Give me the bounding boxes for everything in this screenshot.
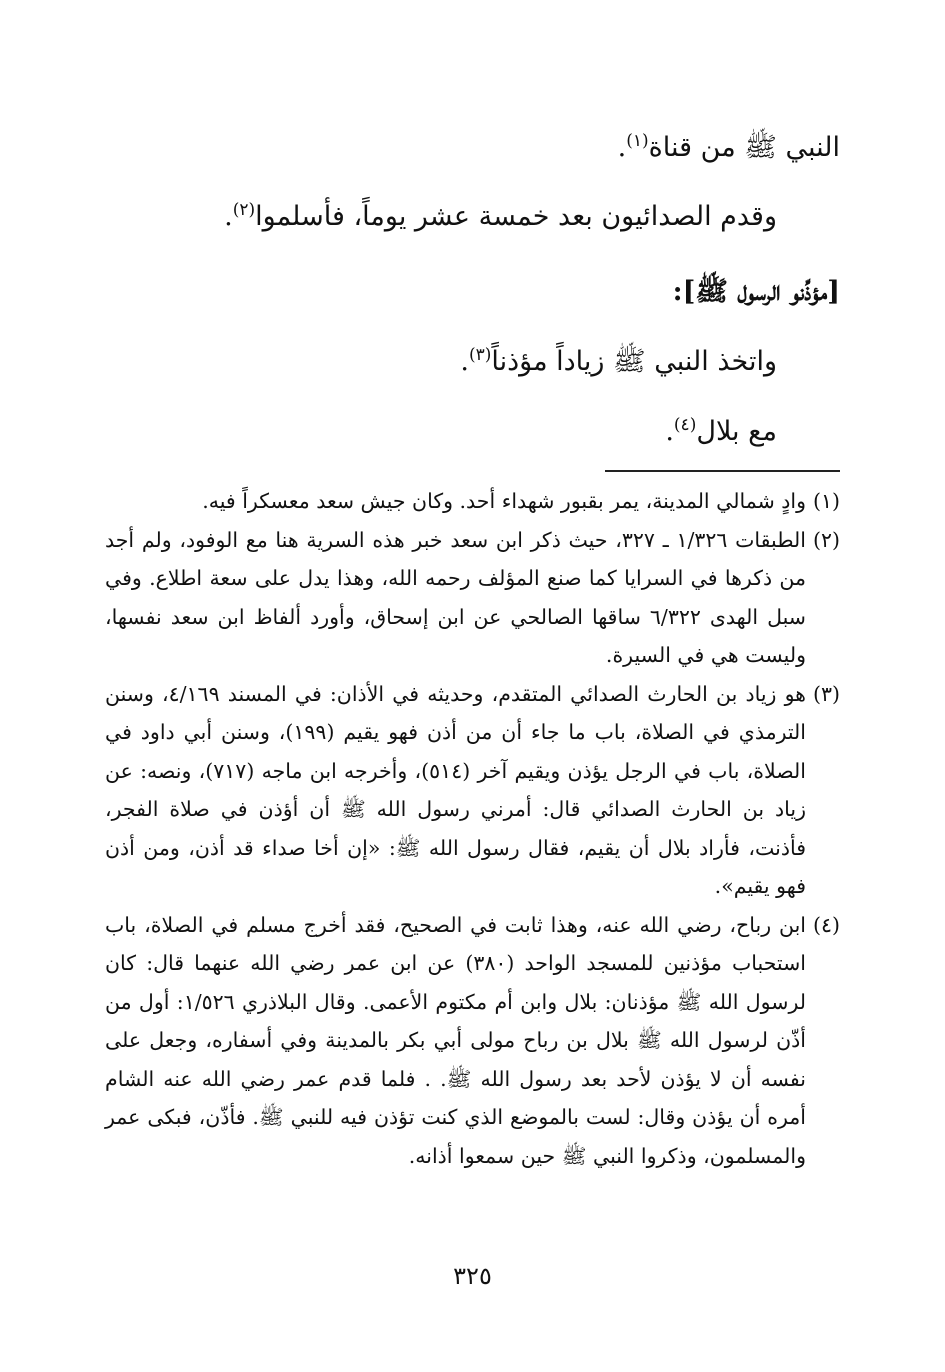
- text-line-3: [460, 342, 777, 382]
- footnote-3-number: (٣): [812, 681, 840, 706]
- text-line-1-content: النبي ﷺ من قناة: [648, 132, 840, 163]
- footnote-3-text: هو زياد بن الحارث الصدائي المتقدم، وحديثه في الأذان: في المسند ٤/١٦٩، وسنن الترمذي في الصلاة، باب ما جاء أن من أذن فهو يقيم (١٩٩)، وسنن أبي داود في الصلاة، باب في الرجل يؤذن ويقيم آخر (٥١٤)، وأخرجه ابن ماجه (٧١٧)، ونصه: عن زياد بن الحارث الصدائي قال: أمرني رسول الله ﷺ أن أؤذن في صلاة الفجر، فأذنت، فأراد بلال أن يقيم، فقال رسول الله ﷺ: «إن أخا صداء قد أذن، ومن أذن فهو يقيم».: [105, 681, 807, 898]
- text-line-2-end: .: [224, 201, 233, 232]
- footnote-3: [105, 675, 840, 906]
- text-line-4-end: .: [665, 416, 674, 447]
- text-line-3-content: واتخذ النبي ﷺ زياداً مؤذناً: [491, 346, 777, 377]
- footnote-2: [105, 521, 840, 675]
- text-line-1: [618, 128, 840, 168]
- footnote-ref-3[interactable]: (٣): [468, 345, 492, 365]
- text-line-2: [224, 197, 777, 237]
- footnote-4-text: ابن رباح، رضي الله عنه، وهذا ثابت في الصحيح، فقد أخرج مسلم في الصلاة، باب استحباب مؤذنين للمسجد الواحد (٣٨٠) عن ابن عمر رضي الله عنهما قال: كان لرسول الله ﷺ مؤذنان: بلال وابن أم مكتوم الأعمى. وقال البلاذري ١/٥٢٦: أول من أذّن لرسول الله ﷺ بلال بن رباح مولى أبي بكر بالمدينة وفي أسفاره، وجعل على نفسه أن لا يؤذن لأحد بعد رسول الله ﷺ. . فلما قدم عمر رضي الله عنه الشام أمره أن يؤذن وقال: لست بالموضع الذي كنت تؤذن فيه للنبي ﷺ. فأذّن، فبكى عمر والمسلمون، وذكروا النبي ﷺ حين سمعوا أذانه.: [105, 912, 807, 1168]
- footnote-2-number: (٢): [812, 527, 840, 552]
- text-line-2-content: وقدم الصدائيون بعد خمسة عشر يوماً، فأسلموا: [255, 201, 777, 232]
- text-line-4-content: مع بلال: [696, 416, 777, 447]
- footnote-1-text: وادٍ شمالي المدينة، يمر بقبور شهداء أحد. وكان جيش سعد معسكراً فيه.: [202, 489, 806, 513]
- footnote-separator: [605, 470, 840, 472]
- footnote-4-number: (٤): [812, 912, 840, 937]
- text-line-3-end: .: [460, 346, 469, 377]
- page-number: ٣٢٥: [453, 1262, 492, 1290]
- footnote-ref-4[interactable]: (٤): [673, 415, 697, 435]
- section-heading-text: [مؤذِّنو الرسول ﷺ]:: [672, 276, 840, 307]
- section-heading: [673, 272, 840, 312]
- footnote-1-number: (١): [812, 489, 840, 513]
- footnotes-section: [105, 482, 840, 1175]
- text-line-1-end: .: [617, 132, 627, 163]
- text-line-4: [665, 412, 777, 452]
- footnote-ref-1[interactable]: (١): [626, 131, 649, 151]
- footnote-2-text: الطبقات ١/٣٢٦ ـ ٣٢٧، حيث ذكر ابن سعد خبر هذه السرية هنا مع الوفود، ولم أجد من ذكرها في السرايا كما صنع المؤلف رحمه الله، وهذا يدل على سعة اطلاع. وفي سبل الهدى ٦/٣٢٢ ساقها الصالحي عن ابن إسحاق، وأورد ألفاظ ابن سعد نفسها، وليست هي في السيرة.: [105, 527, 806, 667]
- footnote-4: [105, 906, 840, 1176]
- footnote-1: [105, 482, 840, 521]
- footnote-ref-2[interactable]: (٢): [232, 200, 256, 220]
